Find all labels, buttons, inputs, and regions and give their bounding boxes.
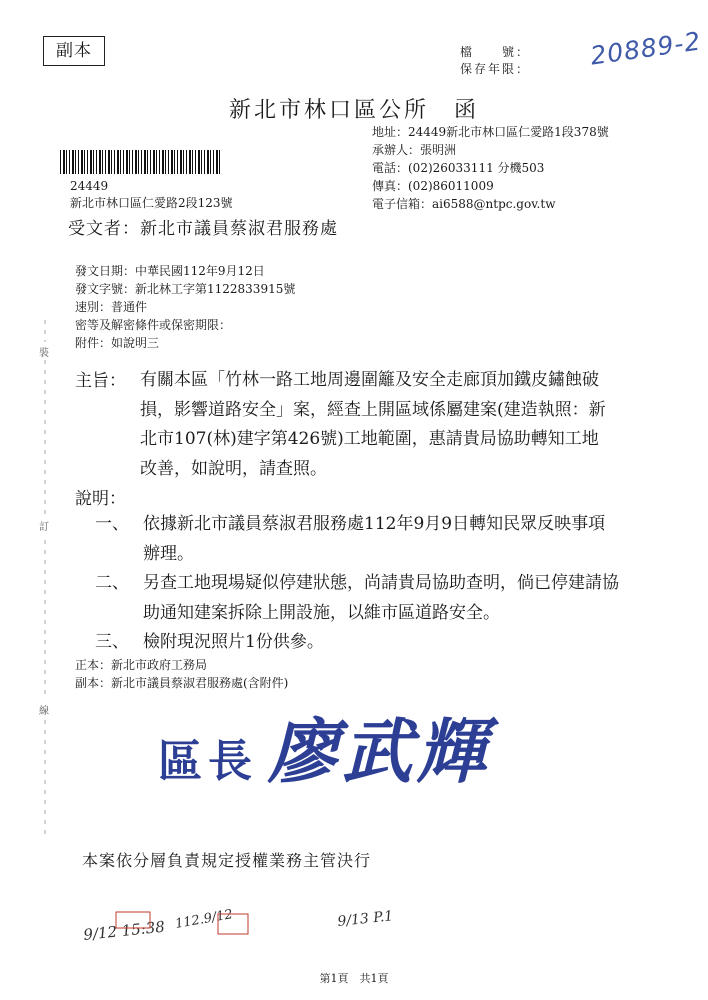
page-footer: 第1頁 共1頁 bbox=[319, 972, 389, 985]
binding-mark: 訂 bbox=[39, 522, 49, 533]
issue-date: 發文日期：中華民國112年9月12日 bbox=[75, 264, 265, 278]
document-meta bbox=[75, 262, 295, 352]
item-text: 檢附現況照片1份供參。 bbox=[143, 632, 324, 652]
document-title: 新北市林口區公所 函 bbox=[228, 98, 479, 123]
contact-info bbox=[372, 123, 609, 213]
item-number: 二、 bbox=[95, 573, 129, 593]
barcode bbox=[60, 150, 220, 174]
explanation-list bbox=[95, 510, 620, 658]
handwritten-note: 9/13 P.1 bbox=[336, 908, 394, 930]
recipient-address: 新北市林口區仁愛路2段123號 bbox=[70, 196, 233, 210]
handler-line: 承辦人：張明洲 bbox=[372, 143, 457, 157]
binding-mark: 線 bbox=[39, 706, 49, 717]
handwritten-note: 9/12 15:38 bbox=[82, 917, 166, 944]
distribution-list bbox=[75, 656, 288, 692]
signature-name: 廖武輝 bbox=[268, 710, 490, 792]
item-text: 依據新北市議員蔡淑君服務處112年9月9日轉知民眾反映事項辦理。 bbox=[143, 514, 606, 564]
document-number: 發文字號：新北林工字第1122833915號 bbox=[75, 282, 296, 296]
fax-line: 傳真：(02)86011009 bbox=[372, 179, 494, 193]
subject-label: 主旨： bbox=[75, 371, 126, 391]
email-line: 電子信箱：ai6588@ntpc.gov.tw bbox=[372, 197, 556, 211]
phone-line: 電話：(02)26033111 分機503 bbox=[372, 161, 545, 175]
signature-title: 區長 bbox=[158, 736, 258, 787]
attachment-line: 附件：如說明三 bbox=[75, 336, 160, 350]
binding-mark: 裝 bbox=[39, 348, 49, 359]
retention-label: 保存年限： bbox=[460, 62, 531, 76]
security-level: 密等及解密條件或保密期限： bbox=[75, 318, 232, 332]
explanation-label: 說明： bbox=[75, 489, 126, 509]
copy-recipient: 副本：新北市議員蔡淑君服務處(含附件) bbox=[75, 676, 289, 690]
archive-info bbox=[460, 44, 530, 78]
delivery-speed: 速別：普通件 bbox=[75, 300, 148, 314]
item-number: 三、 bbox=[95, 632, 129, 652]
handwritten-file-number: 20889-2 bbox=[588, 26, 703, 71]
recipient-address-block bbox=[70, 178, 233, 212]
signature-seal bbox=[158, 702, 518, 792]
recipient-zip: 24449 bbox=[70, 179, 109, 193]
recipient-line: 受文者：新北市議員蔡淑君服務處 bbox=[68, 219, 338, 239]
handwritten-note: 112.9/12 bbox=[174, 907, 234, 932]
binding-marks bbox=[38, 320, 52, 840]
item-number: 一、 bbox=[95, 514, 129, 534]
address-line: 地址：24449新北市林口區仁愛路1段378號 bbox=[372, 125, 609, 139]
explanation-item bbox=[95, 628, 620, 658]
item-text: 另查工地現場疑似停建狀態，尚請貴局協助查明，倘已停建請協助通知建案拆除上開設施，以維市區道路安全。 bbox=[143, 573, 619, 623]
explanation-item bbox=[95, 510, 620, 569]
delegation-note: 本案依分層負責規定授權業務主管決行 bbox=[82, 851, 372, 870]
subject-text: 有關本區「竹林一路工地周邊圍籬及安全走廊頂加鐵皮鏽蝕破損，影響道路安全」案，經查上開區域係屬建案(建造執照：新北市107(林)建字第426號)工地範圍，惠請貴局協助轉知工地改善，如說明，請查照。 bbox=[140, 370, 606, 479]
handwritten-notes bbox=[80, 900, 420, 970]
copy-label-box: 副本 bbox=[43, 36, 105, 66]
explanation-item bbox=[95, 569, 620, 628]
file-no-label: 檔 號： bbox=[460, 45, 531, 59]
main-recipient: 正本：新北市政府工務局 bbox=[75, 658, 208, 672]
